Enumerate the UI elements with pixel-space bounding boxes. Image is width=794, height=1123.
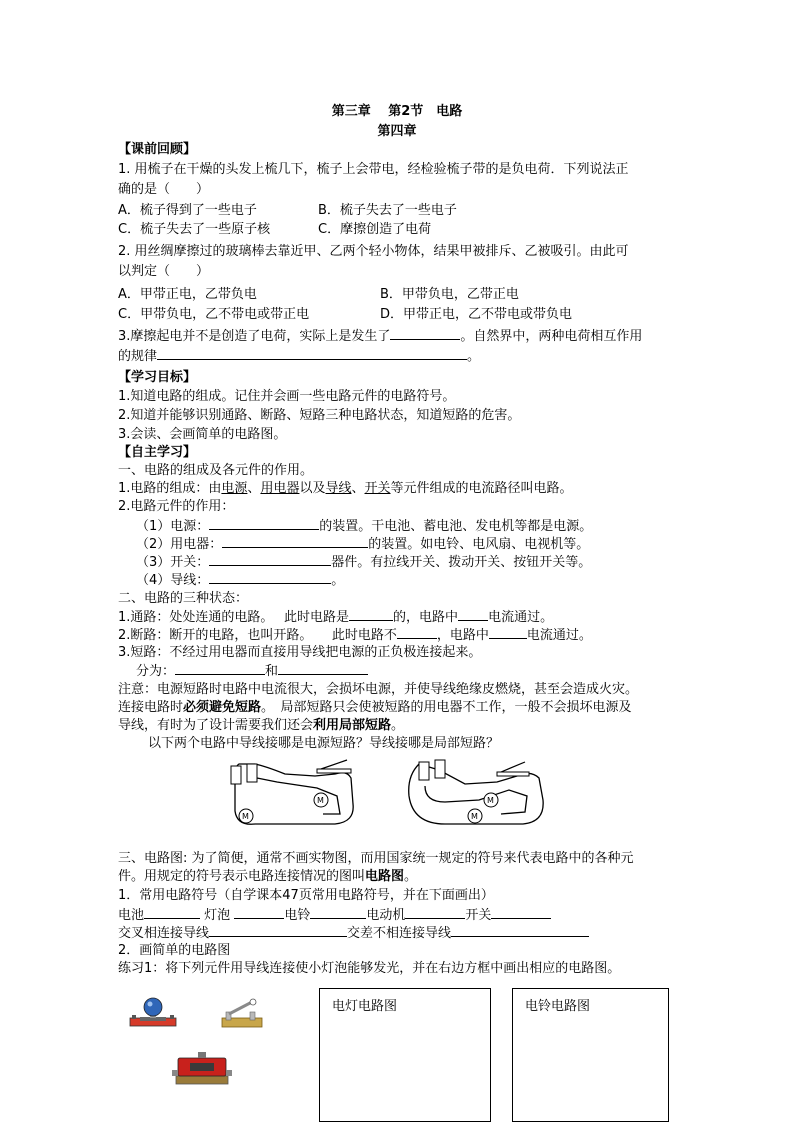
section-2-title: 二、电路的三种状态：	[118, 591, 249, 606]
battery-icon	[419, 762, 429, 780]
element-power-label: （1）电源：	[136, 519, 210, 534]
element-switch-text: 器件。有拉线开关、拨动开关、按钮开关等。	[331, 555, 592, 570]
q1-option-d: C．摩擦创造了电荷	[318, 222, 432, 237]
symbol-battery-label: 电池	[118, 908, 145, 923]
q1-option-b: B．梳子失去了一些电子	[318, 203, 457, 218]
element-power-blank[interactable]	[209, 516, 319, 530]
composition-sep-1: 、	[247, 481, 261, 496]
state-closed-text-c: 电流通过。	[488, 610, 554, 625]
symbol-bulb-label: 灯泡	[204, 908, 231, 923]
short-split-blank-2[interactable]	[278, 661, 368, 675]
section-1-title: 一、电路的组成及各元件的作用。	[118, 463, 314, 478]
note-line-3-bold: 利用局部短路	[313, 718, 392, 733]
symbol-nocross-blank[interactable]	[451, 923, 589, 937]
element-switch-label: （3）开关：	[136, 555, 210, 570]
switch-icon	[497, 772, 529, 776]
state-open-blank-2[interactable]	[489, 625, 527, 639]
symbol-battery-blank[interactable]	[144, 905, 200, 919]
lamp-circuit-box[interactable]	[319, 988, 491, 1122]
element-wire-label: （4）导线：	[136, 573, 210, 588]
draw-heading: 2．画简单的电路图	[118, 943, 231, 958]
circuit-figure-right	[405, 756, 550, 832]
q3-text-b: 。自然界中，两种电荷相互作用	[460, 329, 643, 344]
battery-icon	[435, 760, 445, 778]
element-appliance-blank[interactable]	[222, 534, 368, 548]
element-power-text: 的装置。干电池、蓄电池、发电机等都是电源。	[319, 519, 593, 534]
section-3-bold: 电路图	[365, 869, 405, 884]
q2-option-d: D．甲带正电，乙不带电或带负电	[380, 307, 573, 322]
q2-line1: 2. 用丝绸摩擦过的玻璃棒去靠近甲、乙两个轻小物体，结果甲被排斥、乙被吸引。由此可	[118, 244, 629, 259]
state-closed-text-b: 的，电路中	[393, 610, 459, 625]
page-subtitle: 第四章	[377, 124, 417, 139]
state-open-text-b: ，电路中	[436, 628, 489, 643]
state-open-text-a: 2.断路：断开的电路，也叫开路。 此时电路不	[118, 628, 397, 643]
short-split-and: 和	[265, 664, 279, 679]
lamp-circuit-box-label: 电灯电路图	[332, 999, 398, 1014]
q3-blank-1[interactable]	[390, 326, 460, 340]
bell-image	[170, 1050, 234, 1086]
practice-1: 练习1：将下列元件用导线连接使小灯泡能够发光，并在右边方框中画出相应的电路图。	[118, 961, 621, 976]
battery-icon	[247, 764, 257, 782]
short-split-label: 分为：	[136, 664, 176, 679]
symbol-motor-label: 电动机	[366, 908, 406, 923]
symbol-cross-label: 交叉相连接导线	[118, 926, 210, 941]
bulb-holder-image	[128, 995, 180, 1029]
state-closed-blank-1[interactable]	[349, 607, 393, 621]
element-switch-blank[interactable]	[209, 552, 331, 566]
symbol-bell-label: 电铃	[284, 908, 311, 923]
composition-sep-2: 、	[351, 481, 365, 496]
note-line-2-a: 连接电路时	[118, 700, 184, 715]
note-line-2-c: 。 局部短路只会使被短路的用电器不工作，一般不会损坏电源及	[261, 700, 632, 715]
composition-line	[118, 479, 573, 499]
q2-option-b: B．甲带负电，乙带正电	[380, 287, 519, 302]
svg-text:M: M	[471, 812, 478, 821]
q3-blank-2[interactable]	[157, 346, 467, 360]
element-appliance-label: （2）用电器：	[136, 537, 223, 552]
q2-line2: 以判定（ ）	[118, 264, 210, 279]
section-3-line2	[118, 867, 417, 887]
circuit-figure-left	[225, 756, 365, 832]
element-appliance-text: 的装置。如电铃、电风扇、电视机等。	[368, 537, 590, 552]
q3-text-a: 3.摩擦起电并不是创造了电荷，实际上是发生了	[118, 329, 391, 344]
symbol-switch-blank[interactable]	[491, 905, 551, 919]
composition-text-b: 以及	[299, 481, 326, 496]
element-wire	[136, 570, 344, 591]
svg-text:M: M	[317, 796, 324, 805]
section-3-text-a: 件。用规定的符号表示电路连接情况的图叫	[118, 869, 366, 884]
circuit-left-wire-inner	[257, 778, 340, 814]
q2-option-a: A．甲带正电，乙带负电	[118, 287, 257, 302]
switch-lever-icon	[229, 1002, 252, 1014]
circuit-question: 以下两个电路中导线接哪是电源短路？导线接哪是局部短路？	[148, 736, 500, 751]
q1-option-a: A．梳子得到了一些电子	[118, 203, 257, 218]
goal-2: 2.知道并能够识别通路、断路、短路三种电路状态，知道短路的危害。	[118, 408, 521, 423]
composition-word-switch: 开关	[364, 481, 391, 496]
section-3-text-c: 。	[404, 869, 418, 884]
switch-icon	[317, 769, 351, 773]
goals-heading: 【学习目标】	[118, 370, 197, 385]
symbol-cross-blank[interactable]	[209, 923, 347, 937]
symbol-motor-blank[interactable]	[405, 905, 465, 919]
elements-title: 2.电路元件的作用：	[118, 499, 235, 514]
goal-1: 1.知道电路的组成。记住并会画一些电路元件的电路符号。	[118, 389, 456, 404]
review-heading: 【课前回顾】	[118, 142, 197, 157]
section-3-line1: 三、电路图: 为了简便，通常不画实物图，而用国家统一规定的符号来代表电路中的各种元	[118, 851, 634, 866]
bell-circuit-box[interactable]	[512, 988, 669, 1122]
note-line-2-bold: 必须避免短路	[183, 700, 262, 715]
composition-text-a: 1.电路的组成：由	[118, 481, 222, 496]
composition-word-power: 电源	[221, 481, 248, 496]
composition-word-wire: 导线	[325, 481, 352, 496]
symbol-bell-blank[interactable]	[310, 905, 366, 919]
goal-3: 3.会读、会画简单的电路图。	[118, 427, 287, 442]
element-wire-blank[interactable]	[209, 570, 331, 584]
q1-line1: 1. 用梳子在干燥的头发上梳几下，梳子上会带电，经检验梳子带的是负电荷．下列说法正	[118, 162, 629, 177]
short-split	[136, 661, 368, 682]
note-line-3	[118, 716, 404, 736]
composition-text-c: 等元件组成的电流路径叫电路。	[390, 481, 573, 496]
page-title: 第三章 第2节 电路	[331, 104, 463, 119]
q3-text-c: 的规律	[118, 349, 158, 364]
battery-icon	[231, 766, 241, 784]
state-open-blank-1[interactable]	[397, 625, 437, 639]
note-line-3-a: 导线，有时为了设计需要我们还会	[118, 718, 314, 733]
note-line-3-c: 。	[391, 718, 405, 733]
q3-text-d: 。	[467, 349, 481, 364]
symbols-heading: 1．常用电路符号（自学课本47页常用电路符号，并在下面画出）	[118, 888, 494, 903]
state-short: 3.短路：不经过用电器而直接用导线把电源的正负极连接起来。	[118, 645, 482, 660]
svg-text:M: M	[242, 812, 249, 821]
knife-switch-image	[218, 998, 266, 1030]
q3-line1	[118, 326, 642, 347]
state-closed-text-a: 1.通路：处处连通的电路。 此时电路是	[118, 610, 350, 625]
q1-line2: 确的是（ ）	[118, 182, 210, 197]
state-open-text-c: 电流通过。	[526, 628, 592, 643]
state-closed-blank-2[interactable]	[458, 607, 488, 621]
symbol-nocross-label: 交差不相连接导线	[347, 926, 452, 941]
symbol-bulb-blank[interactable]	[234, 905, 284, 919]
note-line-2	[118, 698, 632, 718]
short-split-blank-1[interactable]	[175, 661, 265, 675]
self-heading: 【自主学习】	[118, 445, 197, 460]
symbol-switch-label: 开关	[465, 908, 492, 923]
q2-option-c: C．甲带负电，乙不带电或带正电	[118, 307, 310, 322]
bell-circuit-box-label: 电铃电路图	[525, 999, 591, 1014]
q1-option-c: C．梳子失去了一些原子核	[118, 222, 271, 237]
svg-text:M: M	[487, 796, 494, 805]
composition-word-appliance: 用电器	[260, 481, 300, 496]
bulb-icon	[144, 998, 162, 1016]
element-wire-text: 。	[331, 573, 345, 588]
q3-line2	[118, 346, 480, 367]
note-line-1: 注意：电源短路时电路中电流很大，会损坏电源，并使导线绝缘皮燃烧，甚至会造成火灾。	[118, 682, 639, 697]
